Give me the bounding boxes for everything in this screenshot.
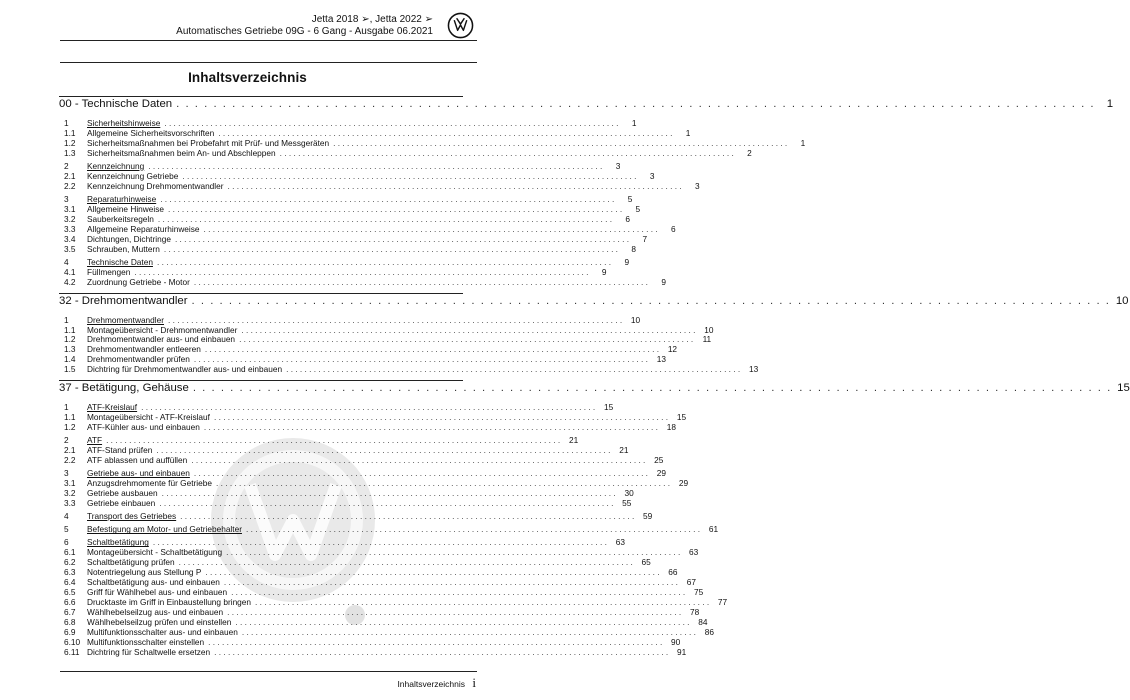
entry-page-number: 13 <box>656 354 666 365</box>
toc-entry[interactable] <box>59 524 719 535</box>
dot-leader: . . . . . . . . . . . . . . . . . . . . . . . . . . . . . . . . . . . . . . . . . . . . . . . . . . . . . . . . . . . . . . . . . . . . . . . . . . . . . . . . . . . . . . . . . . . . . . . . . . . <box>241 626 696 637</box>
dot-leader: . . . . . . . . . . . . . . . . . . . . . . . . . . . . . . . . . . . . . . . . . . . . . . . . . . . . . . . . . . . . . . . . . . . . . . . . . . . . . . . . . . . . . . . . . . . . . . . . . . . <box>286 364 741 375</box>
dot-leader: . . . . . . . . . . . . . . . . . . . . . . . . . . . . . . . . . . . . . . . . . . . . . . . . . . . . . . . . . . . . . . . . . . . . . . . . . . . . . . . . . . . . . . . . . . . . . . . . . . . <box>239 334 694 345</box>
entry-number: 3.3 <box>64 498 76 508</box>
entry-title: Drucktaste im Griff in Einbaustellung bringen <box>87 597 252 607</box>
entry-title: Sicherheitsmaßnahmen bei Probefahrt mit Prüf- und Messgeräten <box>87 137 330 148</box>
entry-number: 6.1 <box>64 547 76 558</box>
entry-title: Multifunktionsschalter einstellen <box>87 636 205 647</box>
dot-leader: . . . . . . . . . . . . . . . . . . . . . . . . . . . . . . . . . . . . . . . . . . . . . . . . . . . . . . . . . . . . . . . . . . . . . . . . . . . . . . . . . . . . . . . . . . . . . . . . . . . <box>178 557 633 568</box>
entry-title: Kennzeichnung Drehmomentwandler <box>87 180 224 191</box>
entry-page-number: 3 <box>649 170 655 181</box>
entry-number: 1.4 <box>64 354 76 365</box>
dot-leader: . . . . . . . . . . . . . . . . . . . . . . . . . . . . . . . . . . . . . . . . . . . . . . . . . . . . . . . . . . . . . . . . . . . . . . . . . . . . . . . . . . . . . . . . . . . . . . . . . . . <box>227 180 682 191</box>
dot-leader: . . . . . . . . . . . . . . . . . . . . . . . . . . . . . . . . . . . . . . . . . . . . . . . . . . . . . . . . . . . . . . . . . . . . . . . . . . . . . . . . . . . . . . . . . . . . . . . . . . . <box>159 498 614 508</box>
dot-leader: . . . . . . . . . . . . . . . . . . . . . . . . . . . . . . . . . . . . . . . . . . . . . . . . . . . . . . . . . . . . . . . . . . . . . . . . . . . . . . . . . . . . . . . . . . . . . . . . . . . <box>106 435 561 446</box>
entry-number: 1.2 <box>64 137 76 148</box>
table-of-contents <box>59 94 1130 658</box>
dot-leader: . . . . . . . . . . . . . . . . . . . . . . . . . . . . . . . . . . . . . . . . . . . . . . . . . . . . . . . . . . . . . . . . . . . . . . . . . . . . . . . . . . . . . . . . . . . . . . . . . . . <box>193 468 648 479</box>
entry-page-number: 9 <box>661 276 666 287</box>
entry-number: 6.8 <box>64 616 76 627</box>
entry-title: ATF-Kühler aus- und einbauen <box>87 422 200 433</box>
dot-leader: . . . . . . . . . . . . . . . . . . . . . . . . . . . . . . . . . . . . . . . . . . . . . . . . . . . . . . . . . . . . . . . . . . . . . . . . . . . . . . . . . . . . . . . . . . . . . . . . . . . <box>203 422 658 433</box>
entry-page-number: 1 <box>685 127 691 138</box>
entry-number: 1.1 <box>64 324 76 335</box>
entry-number: 6.3 <box>64 567 76 578</box>
entry-title: Drehmomentwandler aus- und einbauen <box>87 334 236 345</box>
entry-page-number: 9 <box>624 256 630 267</box>
dot-leader: . . . . . . . . . . . . . . . . . . . . . . . . . . . . . . . . . . . . . . . . . . . . . . . . . . . . . . . . . . . . . . . . . . . . . . . . . . . . . . . . . . . . . . . . . . . . . . . . . . . <box>191 455 646 466</box>
dot-leader: . . . . . . . . . . . . . . . . . . . . . . . . . . . . . . . . . . . . . . . . . . . . . . . . . . . . . . . . . . . . . . . . . . . . . . . . . . . . . . . . . . . . . . . . . . . . . . . . . . . <box>241 324 696 335</box>
toc-entry[interactable] <box>59 422 676 433</box>
section-page-number: 10 <box>1115 294 1129 307</box>
dot-leader: . . . . . . . . . . . . . . . . . . . . . . . . . . . . . . . . . . . . . . . . . . . . . . . . . . . . . . . . . . . . . . . . . . . . . . . . . . . . . . . . . . . . . . . . . . . . . . . . . . . <box>176 98 1096 110</box>
entry-title: Transport des Getriebes <box>87 511 177 522</box>
section-title: 37 - Betätigung, Gehäuse <box>59 382 189 395</box>
entry-title: Wählhebelseilzug prüfen und einstellen <box>87 616 232 627</box>
toc-section-heading[interactable] <box>59 380 1130 402</box>
entry-page-number: 90 <box>671 636 681 647</box>
entry-title: Sauberkeitsregeln <box>87 213 154 224</box>
dot-leader: . . . . . . . . . . . . . . . . . . . . . . . . . . . . . . . . . . . . . . . . . . . . . . . . . . . . . . . . . . . . . . . . . . . . . . . . . . . . . . . . . . . . . . . . . . . . . . . . . . . <box>156 256 612 267</box>
entry-number: 3.5 <box>64 243 76 254</box>
dot-leader: . . . . . . . . . . . . . . . . . . . . . . . . . . . . . . . . . . . . . . . . . . . . . . . . . . . . . . . . . . . . . . . . . . . . . . . . . . . . . . . . . . . . . . . . . . . . . . . . . . . <box>141 402 596 413</box>
entry-page-number: 3 <box>695 180 700 191</box>
entry-page-number: 9 <box>601 266 607 277</box>
entry-page-number: 86 <box>704 626 714 637</box>
dot-leader: . . . . . . . . . . . . . . . . . . . . . . . . . . . . . . . . . . . . . . . . . . . . . . . . . . . . . . . . . . . . . . . . . . . . . . . . . . . . . . . . . . . . . . . . . . . . . . . . . . . <box>333 137 788 148</box>
entry-title: Montageübersicht - ATF-Kreislauf <box>87 412 210 423</box>
entry-page-number: 8 <box>631 243 636 254</box>
entry-title: Füllmengen <box>87 266 131 277</box>
entry-title: Schrauben, Muttern <box>87 243 160 254</box>
toc-entry[interactable] <box>59 147 752 159</box>
entry-title: Multifunktionsschalter aus- und einbauen <box>87 626 238 637</box>
entry-page-number: 10 <box>630 314 641 325</box>
dot-leader: . . . . . . . . . . . . . . . . . . . . . . . . . . . . . . . . . . . . . . . . . . . . . . . . . . . . . . . . . . . . . . . . . . . . . . . . . . . . . . . . . . . . . . . . . . . . . . . . . . . <box>223 577 678 588</box>
header-models: Jetta 2018 ➢, Jetta 2022 ➢ <box>311 14 433 25</box>
entry-title: Dichtring für Schaltwelle ersetzen <box>87 646 211 657</box>
entry-title: Getriebe aus- und einbauen <box>87 468 190 479</box>
entry-page-number: 15 <box>604 402 614 413</box>
dot-leader: . . . . . . . . . . . . . . . . . . . . . . . . . . . . . . . . . . . . . . . . . . . . . . . . . . . . . . . . . . . . . . . . . . . . . . . . . . . . . . . . . . . . . . . . . . . . . . . . . . . <box>193 354 648 365</box>
entry-page-number: 15 <box>676 412 687 423</box>
section-page-number: 15 <box>1117 382 1130 395</box>
dot-leader: . . . . . . . . . . . . . . . . . . . . . . . . . . . . . . . . . . . . . . . . . . . . . . . . . . . . . . . . . . . . . . . . . . . . . . . . . . . . . . . . . . . . . . . . . . . . . . . . . . . <box>168 314 623 325</box>
dot-leader: . . . . . . . . . . . . . . . . . . . . . . . . . . . . . . . . . . . . . . . . . . . . . . . . . . . . . . . . . . . . . . . . . . . . . . . . . . . . . . . . . . . . . . . . . . . . . . . . . . . <box>148 160 603 171</box>
entry-page-number: 30 <box>624 488 634 499</box>
entry-page-number: 6 <box>625 213 631 224</box>
dot-leader: . . . . . . . . . . . . . . . . . . . . . . . . . . . . . . . . . . . . . . . . . . . . . . . . . . . . . . . . . . . . . . . . . . . . . . . . . . . . . . . . . . . . . . . . . . . . . . . . . . . <box>191 294 1111 307</box>
entry-page-number: 7 <box>642 233 648 244</box>
entry-number: 3.1 <box>64 478 76 489</box>
entry-number: 1 <box>64 402 69 413</box>
dot-leader: . . . . . . . . . . . . . . . . . . . . . . . . . . . . . . . . . . . . . . . . . . . . . . . . . . . . . . . . . . . . . . . . . . . . . . . . . . . . . . . . . . . . . . . . . . . . . . . . . . . <box>134 266 589 277</box>
footer-page-numeral: i <box>472 675 476 690</box>
entry-number: 6.6 <box>64 597 76 607</box>
dot-leader: . . . . . . . . . . . . . . . . . . . . . . . . . . . . . . . . . . . . . . . . . . . . . . . . . . . . . . . . . . . . . . . . . . . . . . . . . . . . . . . . . . . . . . . . . . . . . . . . . . . <box>231 587 686 598</box>
entry-title: Zuordnung Getriebe - Motor <box>87 276 190 287</box>
entry-title: Schaltbetätigung aus- und einbauen <box>87 577 220 588</box>
toc-entry[interactable] <box>59 276 666 288</box>
toc-entry[interactable] <box>59 511 653 522</box>
section-title: 00 - Technische Daten <box>59 98 173 110</box>
dot-leader: . . . . . . . . . . . . . . . . . . . . . . . . . . . . . . . . . . . . . . . . . . . . . . . . . . . . . . . . . . . . . . . . . . . . . . . . . . . . . . . . . . . . . . . . . . . . . . . . . . . <box>156 445 611 456</box>
entry-number: 2 <box>64 160 69 171</box>
entry-number: 1 <box>64 314 69 325</box>
entry-number: 2.1 <box>64 170 76 181</box>
title-divider-top <box>60 62 477 63</box>
toc-entry[interactable] <box>59 364 759 375</box>
toc-entry[interactable] <box>59 498 632 509</box>
entry-title: Schaltbetätigung prüfen <box>87 557 175 568</box>
dot-leader: . . . . . . . . . . . . . . . . . . . . . . . . . . . . . . . . . . . . . . . . . . . . . . . . . . . . . . . . . . . . . . . . . . . . . . . . . . . . . . . . . . . . . . . . . . . . . . . . . . . <box>152 537 607 548</box>
dot-leader: . . . . . . . . . . . . . . . . . . . . . . . . . . . . . . . . . . . . . . . . . . . . . . . . . . . . . . . . . . . . . . . . . . . . . . . . . . . . . . . . . . . . . . . . . . . . . . . . . . . <box>157 213 613 224</box>
entry-title: Dichtring für Drehmomentwandler aus- und einbauen <box>87 364 283 375</box>
dot-leader: . . . . . . . . . . . . . . . . . . . . . . . . . . . . . . . . . . . . . . . . . . . . . . . . . . . . . . . . . . . . . . . . . . . . . . . . . . . . . . . . . . . . . . . . . . . . . . . . . . . <box>180 511 635 522</box>
entry-title: ATF <box>87 435 103 446</box>
section-title: 32 - Drehmomentwandler <box>59 294 188 307</box>
entry-page-number: 78 <box>689 606 700 617</box>
entry-page-number: 6 <box>671 223 676 234</box>
dot-leader: . . . . . . . . . . . . . . . . . . . . . . . . . . . . . . . . . . . . . . . . . . . . . . . . . . . . . . . . . . . . . . . . . . . . . . . . . . . . . . . . . . . . . . . . . . . . . . . . . . . <box>215 478 671 489</box>
entry-number: 6.5 <box>64 587 76 598</box>
dot-leader: . . . . . . . . . . . . . . . . . . . . . . . . . . . . . . . . . . . . . . . . . . . . . . . . . . . . . . . . . . . . . . . . . . . . . . . . . . . . . . . . . . . . . . . . . . . . . . . . . . . <box>160 193 615 204</box>
entry-page-number: 63 <box>615 537 625 548</box>
entry-page-number: 5 <box>627 193 633 204</box>
dot-leader: . . . . . . . . . . . . . . . . . . . . . . . . . . . . . . . . . . . . . . . . . . . . . . . . . . . . . . . . . . . . . . . . . . . . . . . . . . . . . . . . . . . . . . . . . . . . . . . . . . . <box>214 646 669 657</box>
dot-leader: . . . . . . . . . . . . . . . . . . . . . . . . . . . . . . . . . . . . . . . . . . . . . . . . . . . . . . . . . . . . . . . . . . . . . . . . . . . . . . . . . . . . . . . . . . . . . . . . . . . <box>163 243 618 254</box>
dot-leader: . . . . . . . . . . . . . . . . . . . . . . . . . . . . . . . . . . . . . . . . . . . . . . . . . . . . . . . . . . . . . . . . . . . . . . . . . . . . . . . . . . . . . . . . . . . . . . . . . . . <box>164 118 619 128</box>
entry-page-number: 5 <box>635 203 641 214</box>
dot-leader: . . . . . . . . . . . . . . . . . . . . . . . . . . . . . . . . . . . . . . . . . . . . . . . . . . . . . . . . . . . . . . . . . . . . . . . . . . . . . . . . . . . . . . . . . . . . . . . . . . . <box>204 344 660 355</box>
entry-number: 2.1 <box>64 445 76 456</box>
entry-page-number: 3 <box>615 160 621 171</box>
dot-leader: . . . . . . . . . . . . . . . . . . . . . . . . . . . . . . . . . . . . . . . . . . . . . . . . . . . . . . . . . . . . . . . . . . . . . . . . . . . . . . . . . . . . . . . . . . . . . . . . . . . <box>193 276 648 287</box>
dot-leader: . . . . . . . . . . . . . . . . . . . . . . . . . . . . . . . . . . . . . . . . . . . . . . . . . . . . . . . . . . . . . . . . . . . . . . . . . . . . . . . . . . . . . . . . . . . . . . . . . . . <box>226 547 681 558</box>
entry-page-number: 13 <box>748 364 759 375</box>
entry-page-number: 12 <box>667 344 678 355</box>
dot-leader: . . . . . . . . . . . . . . . . . . . . . . . . . . . . . . . . . . . . . . . . . . . . . . . . . . . . . . . . . . . . . . . . . . . . . . . . . . . . . . . . . . . . . . . . . . . . . . . . . . . <box>168 203 623 214</box>
entry-number: 1.1 <box>64 412 76 423</box>
entry-page-number: 65 <box>641 557 651 568</box>
entry-number: 3.1 <box>64 203 76 214</box>
entry-title: ATF ablassen und auffüllen <box>87 455 188 466</box>
entry-title: Allgemeine Hinweise <box>87 203 165 214</box>
entry-title: Kennzeichnung <box>87 160 145 171</box>
toc-entry[interactable] <box>59 314 641 326</box>
entry-page-number: 11 <box>702 334 712 345</box>
entry-page-number: 2 <box>747 147 752 158</box>
footer-divider <box>60 671 477 672</box>
entry-title: Anzugsdrehmomente für Getriebe <box>87 478 212 489</box>
entry-number: 1.5 <box>64 364 76 375</box>
entry-page-number: 10 <box>704 324 714 335</box>
entry-page-number: 91 <box>677 646 687 657</box>
dot-leader: . . . . . . . . . . . . . . . . . . . . . . . . . . . . . . . . . . . . . . . . . . . . . . . . . . . . . . . . . . . . . . . . . . . . . . . . . . . . . . . . . . . . . . . . . . . . . . . . . . . <box>203 223 658 234</box>
entry-number: 3 <box>64 468 69 479</box>
entry-page-number: 21 <box>619 445 629 456</box>
entry-number: 6.9 <box>64 626 76 637</box>
entry-number: 3.2 <box>64 488 76 499</box>
dot-leader: . . . . . . . . . . . . . . . . . . . . . . . . . . . . . . . . . . . . . . . . . . . . . . . . . . . . . . . . . . . . . . . . . . . . . . . . . . . . . . . . . . . . . . . . . . . . . . . . . . . <box>174 233 630 244</box>
dot-leader: . . . . . . . . . . . . . . . . . . . . . . . . . . . . . . . . . . . . . . . . . . . . . . . . . . . . . . . . . . . . . . . . . . . . . . . . . . . . . . . . . . . . . . . . . . . . . . . . . . . <box>227 606 682 617</box>
dot-leader: . . . . . . . . . . . . . . . . . . . . . . . . . . . . . . . . . . . . . . . . . . . . . . . . . . . . . . . . . . . . . . . . . . . . . . . . . . . . . . . . . . . . . . . . . . . . . . . . . . . <box>208 636 663 647</box>
dot-leader: . . . . . . . . . . . . . . . . . . . . . . . . . . . . . . . . . . . . . . . . . . . . . . . . . . . . . . . . . . . . . . . . . . . . . . . . . . . . . . . . . . . . . . . . . . . . . . . . . . . <box>235 616 690 627</box>
entry-title: Allgemeine Sicherheitsvorschriften <box>87 127 215 138</box>
entry-title: ATF-Stand prüfen <box>87 445 153 456</box>
toc-entry[interactable] <box>59 455 664 466</box>
entry-page-number: 67 <box>686 577 696 588</box>
entry-title: Montageübersicht - Schaltbetätigung <box>87 547 223 558</box>
entry-page-number: 21 <box>568 435 579 446</box>
entry-number: 5 <box>64 524 69 535</box>
toc-section-heading[interactable] <box>59 293 1129 315</box>
entry-title: Sicherheitshinweise <box>87 118 161 128</box>
entry-title: Drehmomentwandler entleeren <box>87 344 201 355</box>
toc-entry[interactable] <box>59 646 687 658</box>
dot-leader: . . . . . . . . . . . . . . . . . . . . . . . . . . . . . . . . . . . . . . . . . . . . . . . . . . . . . . . . . . . . . . . . . . . . . . . . . . . . . . . . . . . . . . . . . . . . . . . . . . . <box>182 170 637 181</box>
entry-page-number: 59 <box>643 511 653 522</box>
header-divider <box>60 40 477 41</box>
entry-number: 6.4 <box>64 577 76 588</box>
entry-page-number: 18 <box>666 422 676 433</box>
dot-leader: . . . . . . . . . . . . . . . . . . . . . . . . . . . . . . . . . . . . . . . . . . . . . . . . . . . . . . . . . . . . . . . . . . . . . . . . . . . . . . . . . . . . . . . . . . . . . . . . . . . <box>255 597 710 607</box>
entry-title: Kennzeichnung Getriebe <box>87 170 179 181</box>
entry-number: 3.3 <box>64 223 76 234</box>
dot-leader: . . . . . . . . . . . . . . . . . . . . . . . . . . . . . . . . . . . . . . . . . . . . . . . . . . . . . . . . . . . . . . . . . . . . . . . . . . . . . . . . . . . . . . . . . . . . . . . . . . . <box>245 524 701 535</box>
entry-title: ATF-Kreislauf <box>87 402 138 413</box>
vw-logo-icon <box>447 12 474 39</box>
entry-title: Allgemeine Reparaturhinweise <box>87 223 200 234</box>
entry-number: 2 <box>64 435 69 446</box>
entry-number: 2.2 <box>64 180 76 191</box>
entry-page-number: 77 <box>717 597 728 607</box>
entry-page-number: 29 <box>678 478 689 489</box>
entry-title: Schaltbetätigung <box>87 537 149 548</box>
entry-number: 1.2 <box>64 422 76 433</box>
toc-section-heading[interactable] <box>59 96 1114 118</box>
entry-number: 1.1 <box>64 127 76 138</box>
entry-number: 6.11 <box>64 646 80 657</box>
entry-page-number: 55 <box>622 498 632 508</box>
entry-title: Drehmomentwandler prüfen <box>87 354 190 365</box>
entry-page-number: 1 <box>800 137 806 148</box>
entry-number: 4.1 <box>64 266 76 277</box>
entry-number: 3.2 <box>64 213 76 224</box>
document-header <box>176 14 433 38</box>
dot-leader: . . . . . . . . . . . . . . . . . . . . . . . . . . . . . . . . . . . . . . . . . . . . . . . . . . . . . . . . . . . . . . . . . . . . . . . . . . . . . . . . . . . . . . . . . . . . . . . . . . . <box>161 488 616 499</box>
entry-title: Sicherheitsmaßnahmen beim An- und Abschleppen <box>87 147 276 158</box>
entry-title: Griff für Wählhebel aus- und einbauen <box>87 587 228 598</box>
entry-title: Wählhebelseilzug aus- und einbauen <box>87 606 224 617</box>
entry-title: Reparaturhinweise <box>87 193 157 204</box>
entry-page-number: 1 <box>631 118 637 128</box>
entry-number: 6.7 <box>64 606 76 617</box>
entry-title: Drehmomentwandler <box>87 314 165 325</box>
section-page-number: 1 <box>1106 98 1114 110</box>
dot-leader: . . . . . . . . . . . . . . . . . . . . . . . . . . . . . . . . . . . . . . . . . . . . . . . . . . . . . . . . . . . . . . . . . . . . . . . . . . . . . . . . . . . . . . . . . . . . . . . . . . . <box>279 147 734 158</box>
page-title: Inhaltsverzeichnis <box>188 70 307 85</box>
entry-page-number: 66 <box>668 567 678 578</box>
entry-number: 6.2 <box>64 557 76 568</box>
dot-leader: . . . . . . . . . . . . . . . . . . . . . . . . . . . . . . . . . . . . . . . . . . . . . . . . . . . . . . . . . . . . . . . . . . . . . . . . . . . . . . . . . . . . . . . . . . . . . . . . . . . <box>213 412 669 423</box>
entry-number: 4 <box>64 256 69 267</box>
toc-entry[interactable] <box>59 180 700 192</box>
entry-title: Montageübersicht - Drehmomentwandler <box>87 324 238 335</box>
footer-label: Inhaltsverzeichnis <box>397 679 465 689</box>
entry-number: 3.4 <box>64 233 76 244</box>
entry-page-number: 25 <box>654 455 664 466</box>
entry-number: 1.3 <box>64 147 76 158</box>
dot-leader: . . . . . . . . . . . . . . . . . . . . . . . . . . . . . . . . . . . . . . . . . . . . . . . . . . . . . . . . . . . . . . . . . . . . . . . . . . . . . . . . . . . . . . . . . . . . . . . . . . . <box>218 127 673 138</box>
toc-entry[interactable] <box>59 243 636 255</box>
entry-page-number: 61 <box>708 524 719 535</box>
entry-number: 1.3 <box>64 344 76 355</box>
entry-page-number: 29 <box>656 468 666 479</box>
entry-title: Dichtungen, Dichtringe <box>87 233 171 244</box>
dot-leader: . . . . . . . . . . . . . . . . . . . . . . . . . . . . . . . . . . . . . . . . . . . . . . . . . . . . . . . . . . . . . . . . . . . . . . . . . . . . . . . . . . . . . . . . . . . . . . . . . . . <box>192 382 1112 395</box>
entry-page-number: 63 <box>689 547 699 558</box>
entry-title: Notentriegelung aus Stellung P <box>87 567 202 578</box>
entry-title: Getriebe einbauen <box>87 498 156 508</box>
entry-page-number: 84 <box>698 616 708 627</box>
dot-leader: . . . . . . . . . . . . . . . . . . . . . . . . . . . . . . . . . . . . . . . . . . . . . . . . . . . . . . . . . . . . . . . . . . . . . . . . . . . . . . . . . . . . . . . . . . . . . . . . . . . <box>205 567 660 578</box>
entry-title: Getriebe ausbauen <box>87 488 158 499</box>
entry-number: 2.2 <box>64 455 76 466</box>
entry-title: Technische Daten <box>87 256 153 267</box>
entry-number: 4 <box>64 511 69 522</box>
entry-number: 1.2 <box>64 334 76 345</box>
entry-number: 6.10 <box>64 636 81 647</box>
entry-number: 1 <box>64 118 69 128</box>
entry-title: Befestigung am Motor- und Getriebehalter <box>87 524 242 535</box>
entry-number: 6 <box>64 537 69 548</box>
entry-number: 3 <box>64 193 69 204</box>
entry-page-number: 75 <box>693 587 704 598</box>
header-subtitle: Automatisches Getriebe 09G - 6 Gang - Ausgabe 06.2021 <box>176 26 433 37</box>
entry-number: 4.2 <box>64 276 76 287</box>
